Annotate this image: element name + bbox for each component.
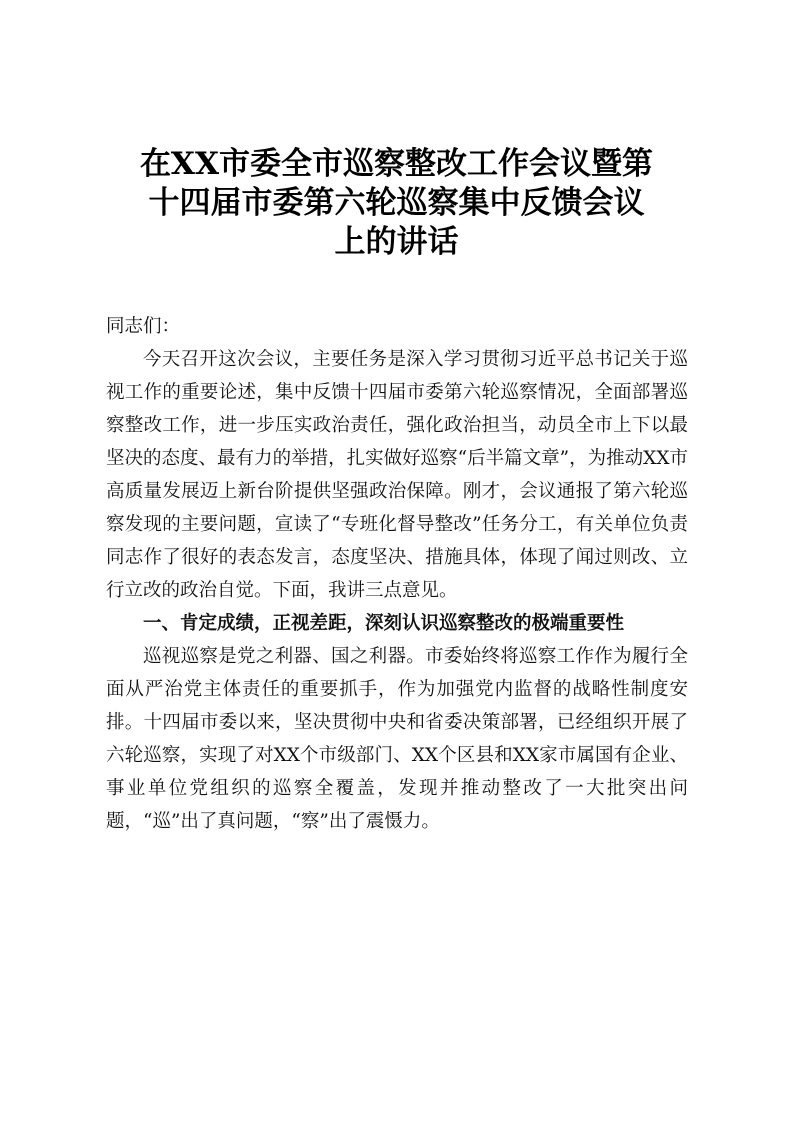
title-line-1: 在XX市委全市巡察整改工作会议暨第 bbox=[139, 146, 654, 182]
title-line-2: 十四届市委第六轮巡察集中反馈会议 bbox=[148, 185, 645, 221]
document-title bbox=[100, 145, 693, 262]
salutation: 同志们： bbox=[106, 316, 181, 337]
section-paragraph: 巡视巡察是党之利器、国之利器。市委始终将巡察工作作为履行全面从严治党主体责任的重要抓手，作为加强党内监督的战略性制度安排。十四届市委以来，坚决贯彻中央和省委决策部署，已经组织开展了六轮巡察，实现了对XX个市级部门、XX个区县和XX家市属国有企业、事业单位党组织的巡察全覆盖，发现并推动整改了一大批突出问题，“巡”出了真问题，“察”出了震慑力。 bbox=[106, 646, 688, 832]
opening-paragraph: 今天召开这次会议，主要任务是深入学习贯彻习近平总书记关于巡视工作的重要论述，集中反馈十四届市委第六轮巡察情况，全面部署巡察整改工作，进一步压实政治责任，强化政治担当，动员全市上下以最坚决的态度、最有力的举措，扎实做好巡察“后半篇文章”，为推动XX市高质量发展迈上新台阶提供坚强政治保障。刚才，会议通报了第六轮巡察发现的主要问题，宣读了“专班化督导整改”任务分工，有关单位负责同志作了很好的表态发言，态度坚决、措施具体，体现了闻过则改、立行立改的政治自觉。下面，我讲三点意见。 bbox=[106, 349, 688, 601]
title-line-3: 上的讲话 bbox=[334, 224, 459, 260]
section-heading: 一、肯定成绩，正视差距，深刻认识巡察整改的极端重要性 bbox=[143, 613, 625, 634]
document-body bbox=[106, 310, 688, 838]
